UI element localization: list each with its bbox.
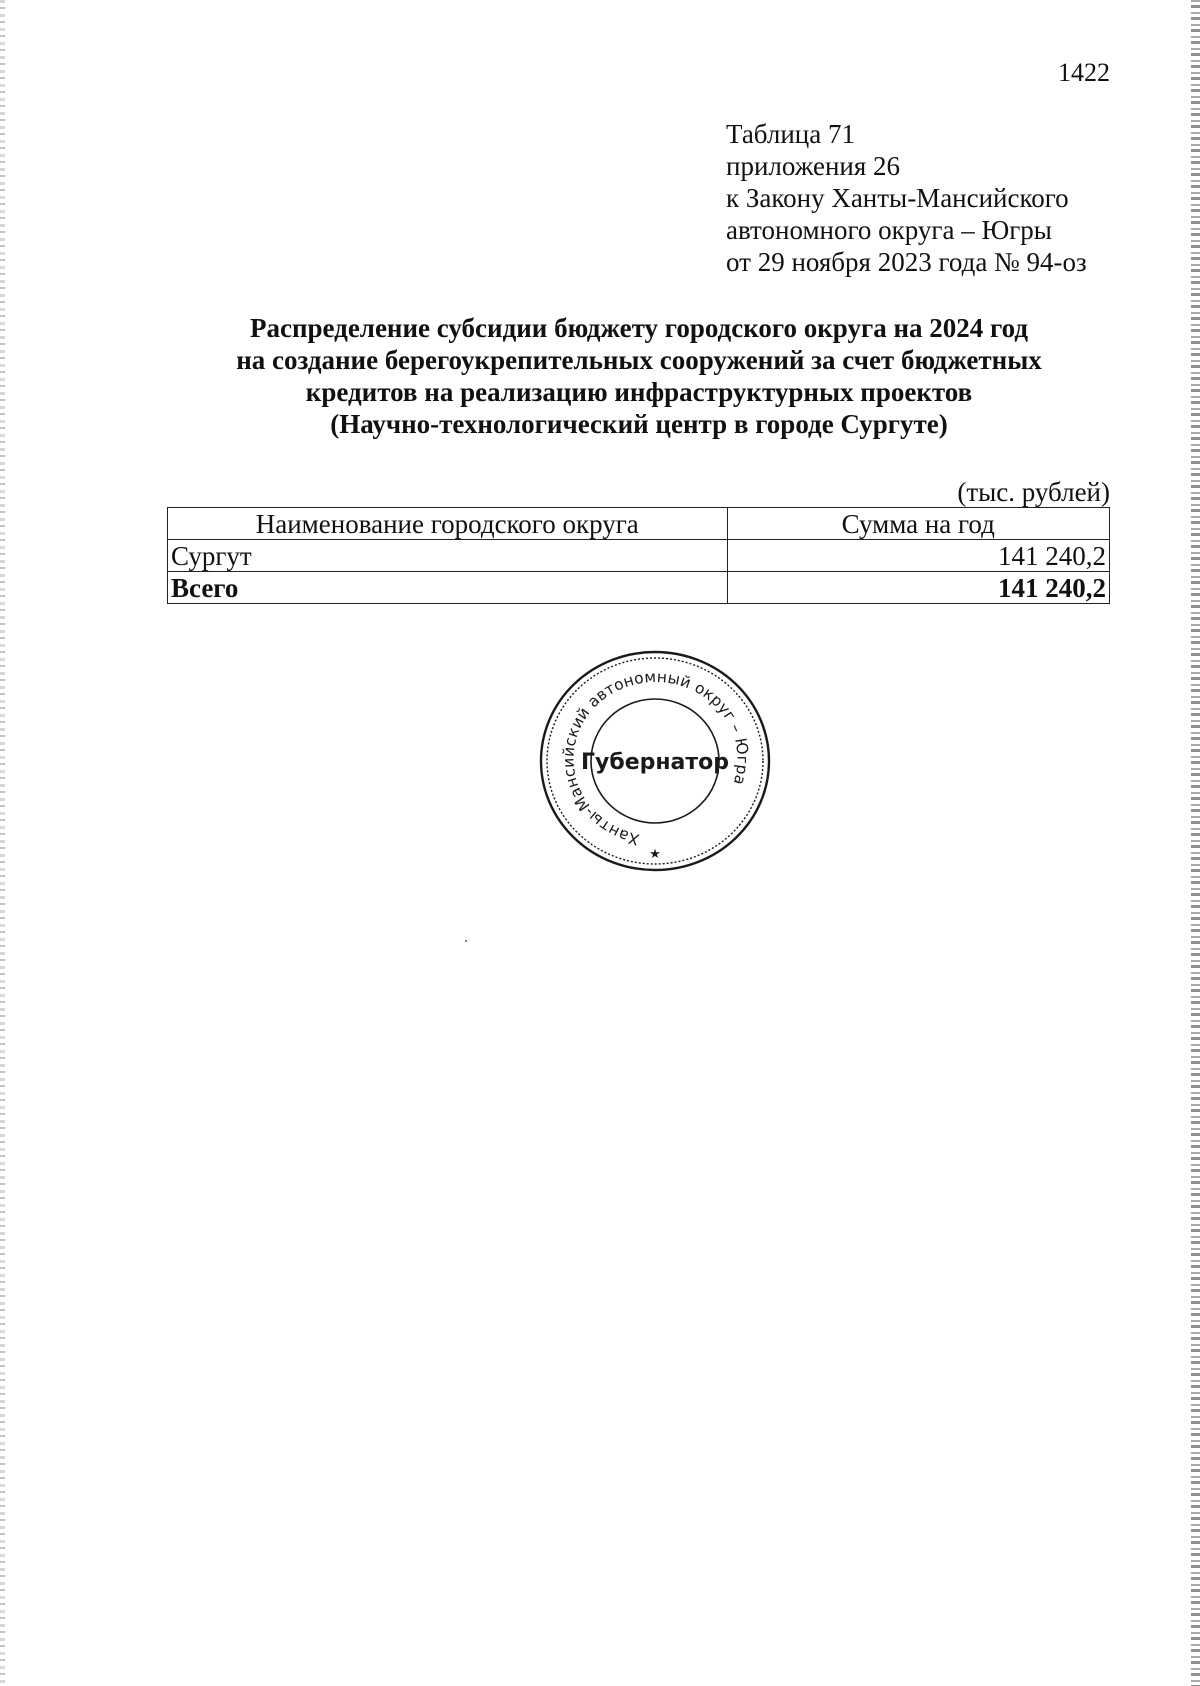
attachment-law: к Закону Ханты-Мансийского — [726, 183, 1069, 213]
title-line-2: на создание берегоукрепительных сооружений за счет бюджетных — [236, 345, 1042, 375]
table-header-row — [168, 508, 1110, 540]
governor-seal — [537, 648, 773, 874]
row-district-name: Сургут — [168, 540, 728, 572]
subsidy-table — [167, 507, 1110, 604]
attachment-note — [726, 118, 1087, 278]
scan-edge-left — [0, 0, 5, 1686]
seal-center-text: Губернатор — [580, 750, 730, 775]
seal-star-icon: ★ — [649, 847, 661, 862]
attachment-table-number: Таблица 71 — [726, 119, 855, 149]
seal-ring-text: Ханты-Мансийский автономный округ – Югра — [559, 667, 752, 849]
title-line-3: кредитов на реализацию инфраструктурных проектов — [305, 377, 973, 407]
document-title — [168, 312, 1110, 440]
row-annual-sum: 141 240,2 — [727, 540, 1109, 572]
attachment-date-number: от 29 ноября 2023 года № 94-оз — [726, 247, 1087, 277]
title-line-4: (Научно-технологический центр в городе Сургуте) — [330, 409, 948, 439]
title-line-1: Распределение субсидии бюджету городского округа на 2024 год — [249, 313, 1028, 343]
seal-graphic — [537, 648, 773, 874]
total-sum: 141 240,2 — [727, 572, 1109, 604]
header-district-name: Наименование городского округа — [168, 508, 728, 540]
attachment-region: автономного округа – Югры — [726, 215, 1052, 245]
units-note: (тыс. рублей) — [957, 477, 1110, 507]
scan-speck — [465, 940, 467, 942]
table-row — [168, 540, 1110, 572]
page-number: 1422 — [1058, 58, 1110, 87]
total-label: Всего — [168, 572, 728, 604]
header-annual-sum: Сумма на год — [727, 508, 1109, 540]
scan-edge-right — [1191, 0, 1200, 1686]
attachment-appendix: приложения 26 — [726, 151, 901, 181]
table-total-row — [168, 572, 1110, 604]
